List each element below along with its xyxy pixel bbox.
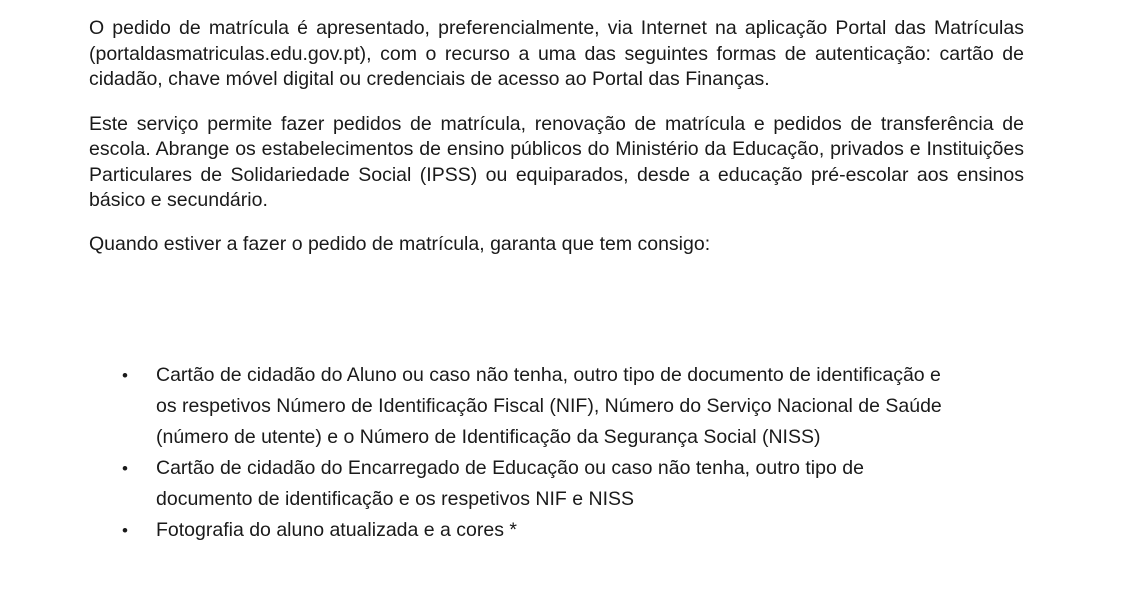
list-item-text: Cartão de cidadão do Aluno ou caso não tenha, outro tipo de documento de identificação e os respetivos Número de Identificação Fiscal (NIF), Número do Serviço Nacional de Saúde (número de utente) e o Número de Identificação da Segurança Social (NISS)	[156, 364, 942, 448]
document-body	[89, 16, 1024, 257]
paragraph-intro: O pedido de matrícula é apresentado, preferencialmente, via Internet na aplicação Portal das Matrículas (portaldasmatriculas.edu.gov.pt), com o recurso a uma das seguintes formas de autenticação: cartão de cidadão, chave móvel digital ou credenciais de acesso ao Portal das Finanças.	[89, 17, 1024, 90]
paragraph-requirements: Quando estiver a fazer o pedido de matrícula, garanta que tem consigo:	[89, 232, 711, 255]
list-item	[120, 360, 960, 453]
bullet-icon: •	[122, 366, 128, 385]
list-item	[120, 453, 960, 515]
list-item-text: Fotografia do aluno atualizada e a cores *	[156, 519, 517, 541]
bullet-icon: •	[122, 521, 128, 540]
paragraph-service: Este serviço permite fazer pedidos de matrícula, renovação de matrícula e pedidos de transferência de escola. Abrange os estabelecimentos de ensino públicos do Ministério da Educação, privados e Instituições Particulares de Solidariedade Social (IPSS) ou equiparados, desde a educação pré-escolar aos ensinos básico e secundário.	[89, 112, 1024, 211]
list-item-text: Cartão de cidadão do Encarregado de Educação ou caso não tenha, outro tipo de documento de identificação e os respetivos NIF e NISS	[156, 457, 864, 510]
list-item	[120, 515, 960, 546]
bullet-icon: •	[122, 459, 128, 478]
requirements-list	[120, 360, 960, 546]
